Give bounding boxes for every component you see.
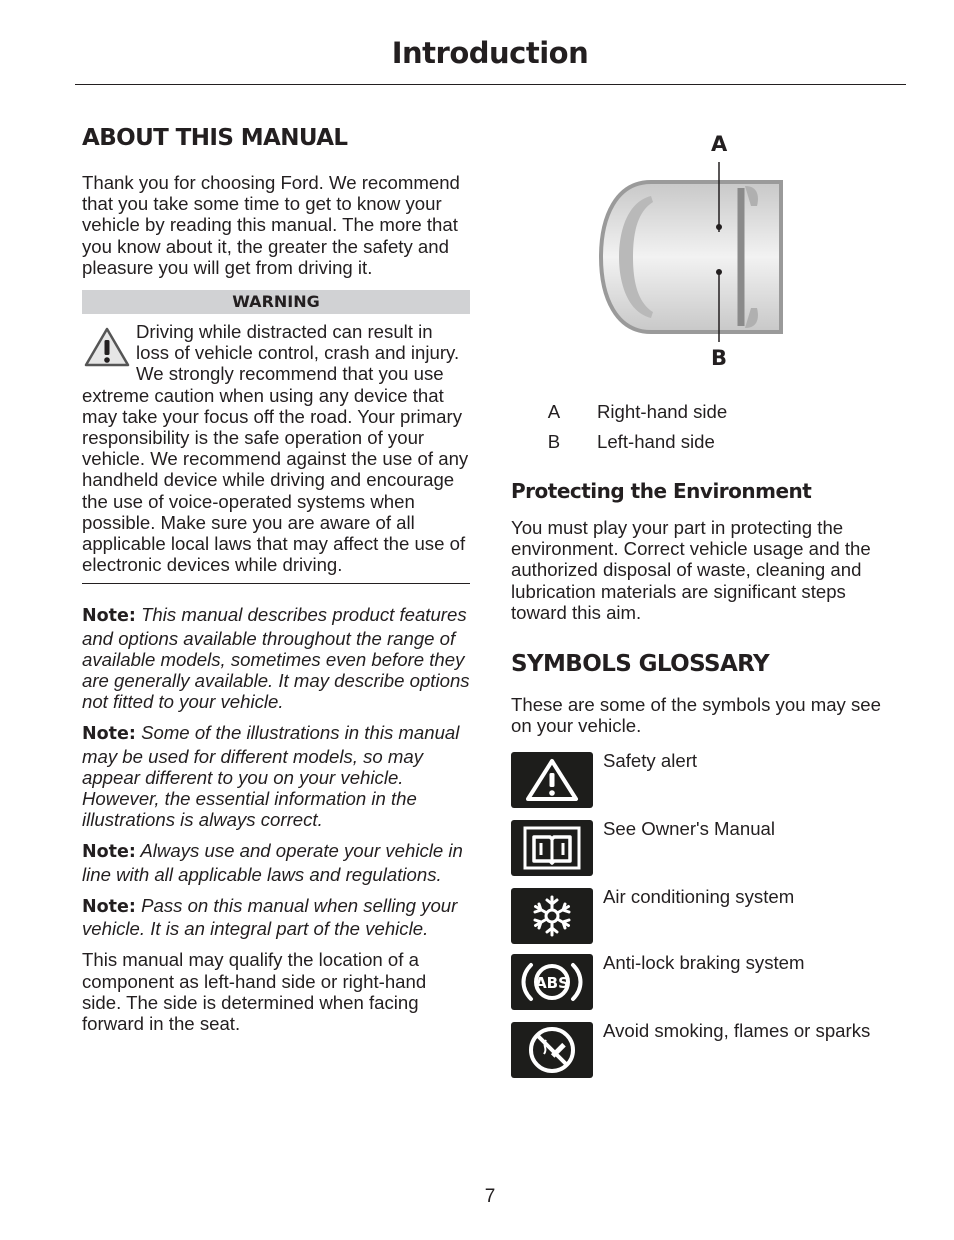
safety-alert-icon (511, 752, 593, 808)
note-2 (82, 722, 470, 830)
environment-heading: Protecting the Environment (511, 479, 812, 503)
warning-text: Driving while distracted can result in loss of vehicle control, crash and injury. We strongly recommend that you use extreme caution when using any device that may take your focus off the road. Your primary responsibility is the safe operation of your vehicle. We recommend against the use of any handheld device while driving and encourage the use of voice-operated systems when possible. Make sure you are aware of all applicable local laws that may affect the use of electronic devices while driving. (82, 321, 469, 576)
note-4 (82, 895, 470, 939)
figure-label-a: A (711, 132, 728, 156)
symbols-list (511, 0, 906, 1240)
side-definition-text: This manual may qualify the location of a component as left-hand side or right-hand side. The side is determined when facing forward in the seat. (82, 949, 427, 1034)
owners-manual-icon (511, 820, 593, 876)
note-text: Pass on this manual when selling your vehicle. It is an integral part of the vehicle. (82, 894, 458, 940)
warning-divider (82, 583, 470, 584)
legend-key: B (547, 431, 561, 452)
symbols-heading: SYMBOLS GLOSSARY (511, 651, 770, 678)
symbol-row-abs (511, 954, 805, 1010)
note-label: Note: (82, 842, 136, 863)
air-conditioning-icon (511, 888, 593, 944)
note-text: Some of the illustrations in this manual may be used for different models, so may appear different to you on your vehicle. However, the essential information in the illustrations is always correct. (82, 722, 460, 831)
legend-key: A (547, 401, 561, 422)
note-label: Note: (82, 606, 136, 627)
abs-badge-text: ABS (535, 974, 569, 992)
symbol-label: Avoid smoking, flames or sparks (603, 1020, 871, 1041)
figure-label-b: B (711, 346, 728, 370)
warning-triangle-icon (82, 325, 132, 369)
no-smoking-icon (511, 1022, 593, 1078)
note-text: This manual describes product features and options available throughout the range of available models, sometimes even before they are generally available. It may describe options not fitted to your vehicle. (82, 604, 470, 713)
environment-text: You must play your part in protecting the environment. Correct vehicle usage and the authorized disposal of waste, cleaning and lubrication materials are significant steps toward this aim. (511, 517, 871, 623)
about-heading: ABOUT THIS MANUAL (82, 125, 348, 151)
warning-block (82, 321, 470, 575)
note-3 (82, 840, 470, 884)
about-intro: Thank you for choosing Ford. We recommend that you take some time to get to know your vehicle by reading this manual. The more that you know about it, the greater the safety and pleasure you will get from driving it. (82, 172, 460, 278)
note-label: Note: (82, 724, 136, 745)
symbol-row-owners-manual (511, 820, 775, 876)
warning-label: WARNING (82, 290, 470, 314)
symbol-label: Air conditioning system (603, 886, 795, 907)
symbol-row-no-smoking (511, 1022, 870, 1078)
note-text: Always use and operate your vehicle in line with all applicable laws and regulations. (82, 840, 463, 885)
abs-icon (511, 954, 593, 1010)
note-label: Note: (82, 896, 136, 917)
symbol-label: Safety alert (603, 750, 698, 771)
note-1 (82, 604, 470, 712)
left-column (82, 122, 470, 1034)
symbol-label: See Owner's Manual (603, 818, 776, 839)
page-number: 7 (484, 1186, 496, 1207)
page-title: Introduction (391, 36, 589, 70)
legend-value: Left-hand side (597, 431, 715, 452)
symbols-intro: These are some of the symbols you may see on your vehicle. (511, 694, 881, 737)
legend-value: Right-hand side (597, 401, 728, 422)
symbol-row-air-conditioning (511, 888, 794, 944)
symbol-label: Anti-lock braking system (603, 952, 805, 973)
symbol-row-safety-alert (511, 752, 697, 808)
